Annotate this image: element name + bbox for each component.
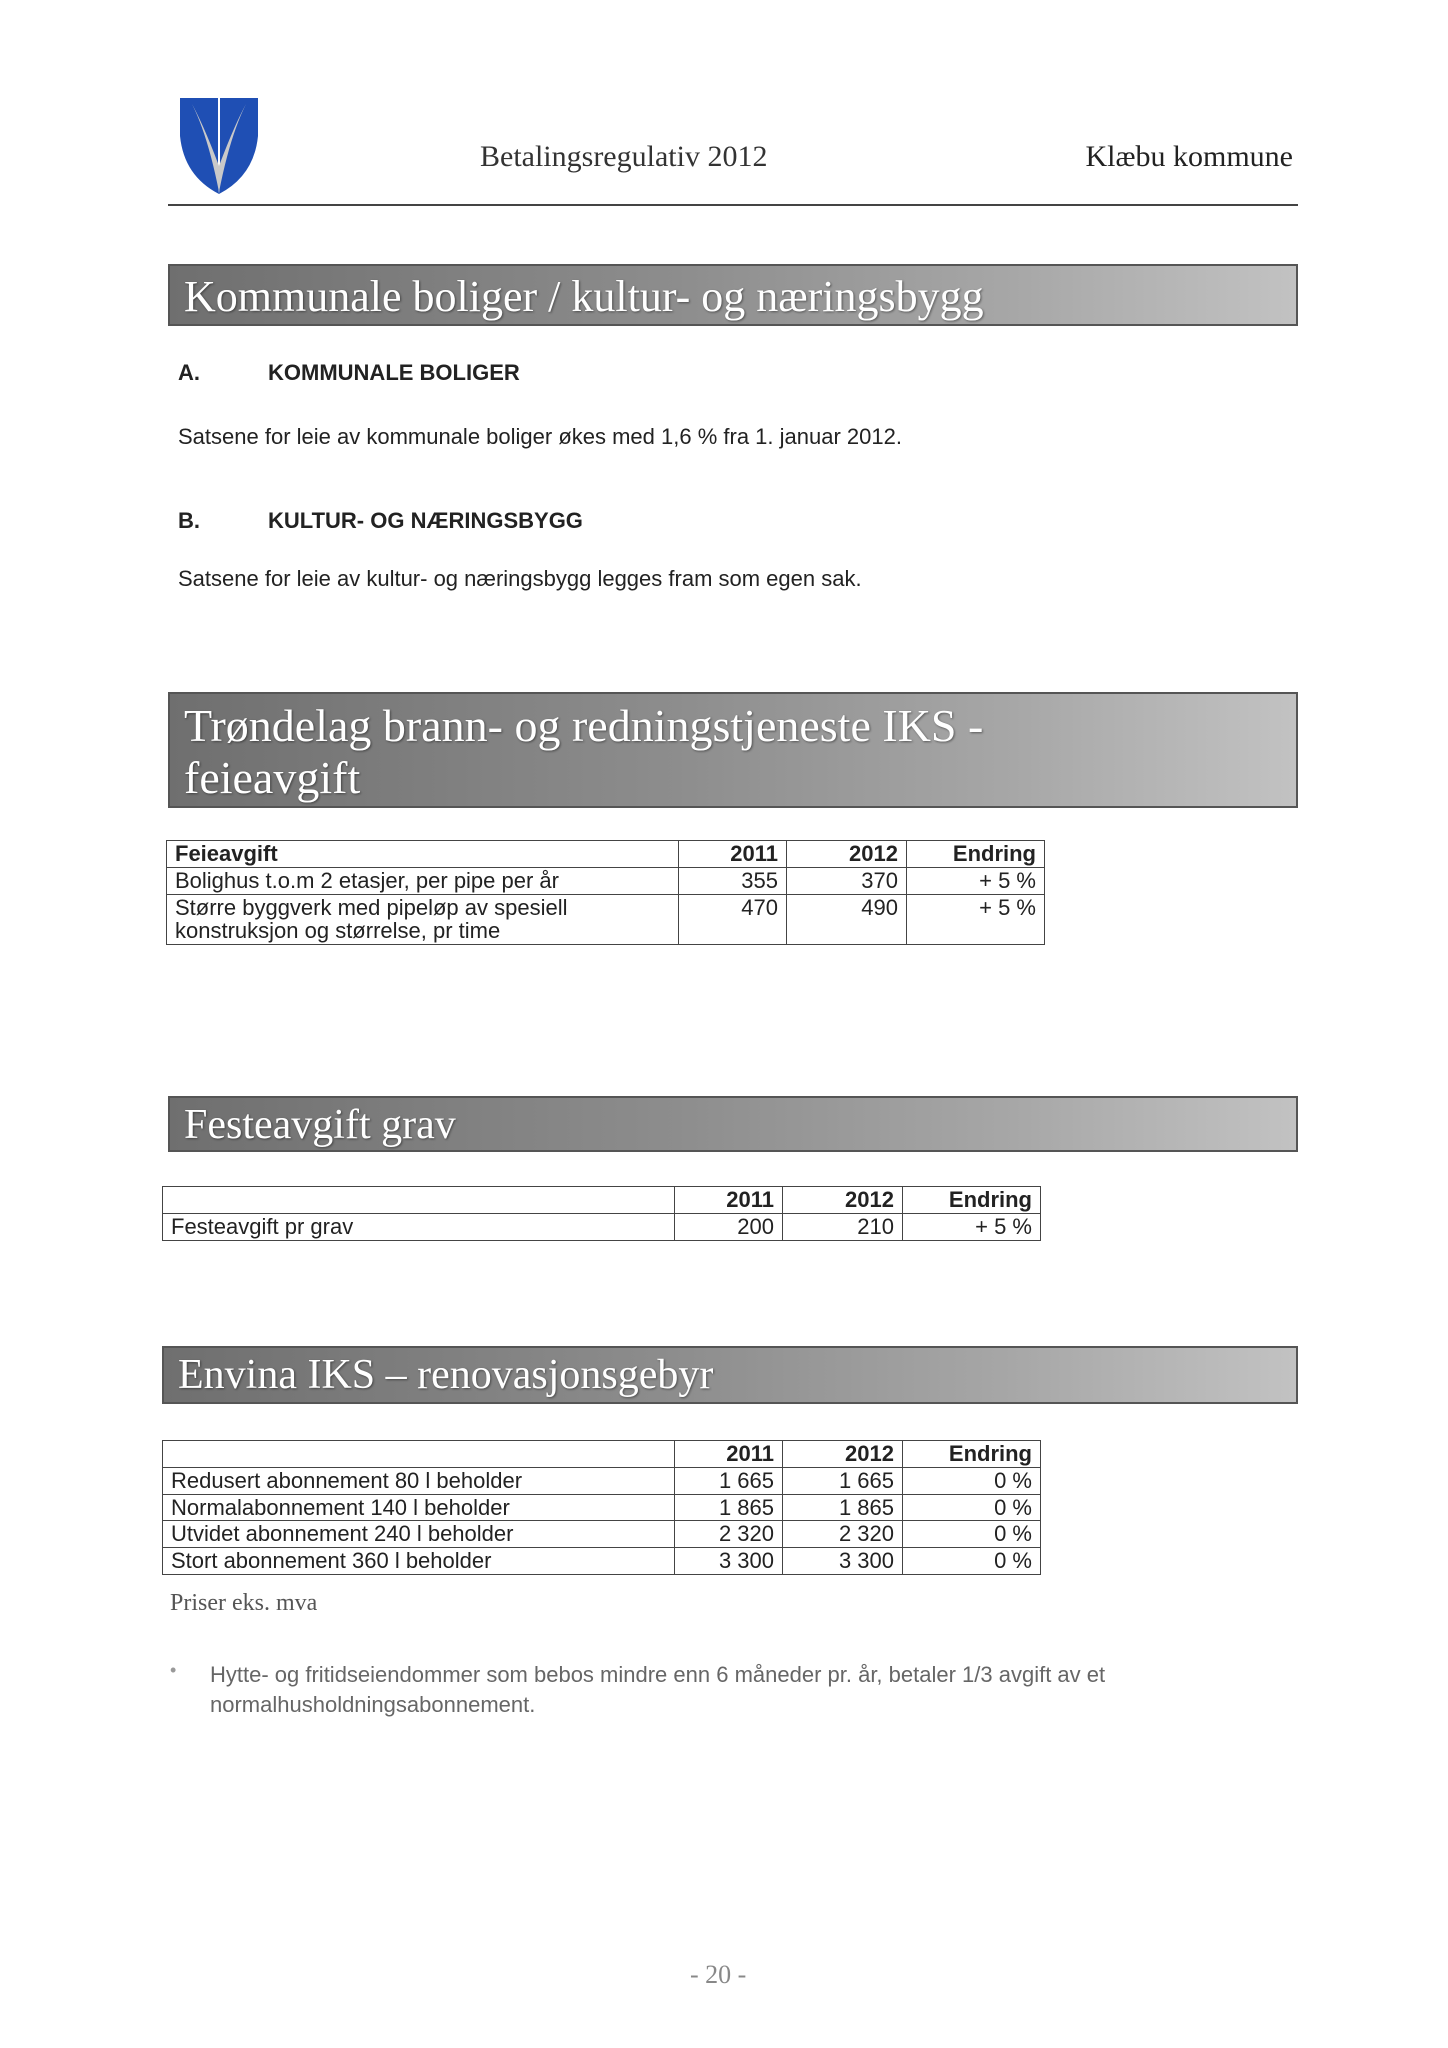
header-cell: 2011 bbox=[679, 841, 787, 868]
section-banner-feieavgift bbox=[168, 692, 1298, 808]
value-2012: 490 bbox=[787, 894, 907, 945]
value-2012: 370 bbox=[787, 867, 907, 894]
header-cell: Endring bbox=[903, 1187, 1041, 1214]
value-2011: 355 bbox=[679, 867, 787, 894]
table-row bbox=[167, 867, 1045, 894]
header-cell bbox=[163, 1441, 675, 1468]
value-change: + 5 % bbox=[907, 867, 1045, 894]
table-row bbox=[163, 1467, 1041, 1494]
renovasjon-table bbox=[162, 1440, 1041, 1575]
row-label: Normalabonnement 140 l beholder bbox=[163, 1494, 675, 1521]
row-label: Stort abonnement 360 l beholder bbox=[163, 1548, 675, 1575]
section-banner-boliger bbox=[168, 264, 1298, 326]
header-cell: Endring bbox=[907, 841, 1045, 868]
section-banner-envina bbox=[162, 1346, 1298, 1404]
row-label: Redusert abonnement 80 l beholder bbox=[163, 1467, 675, 1494]
festeavgift-table bbox=[162, 1186, 1041, 1241]
banner-text-line2: feieavgift bbox=[184, 751, 361, 803]
footnote-cabins: Hytte- og fritidseiendommer som bebos mindre enn 6 måneder pr. år, betaler 1/3 avgift av et normalhusholdningsabonnement. bbox=[210, 1662, 1106, 1717]
header-cell: 2011 bbox=[675, 1187, 783, 1214]
table-header-row bbox=[163, 1187, 1041, 1214]
table-row bbox=[163, 1213, 1041, 1240]
document-title: Betalingsregulativ 2012 bbox=[480, 140, 768, 173]
header-cell: Endring bbox=[903, 1441, 1041, 1468]
table-row bbox=[163, 1494, 1041, 1521]
value-2011: 470 bbox=[679, 894, 787, 945]
coat-of-arms-icon bbox=[178, 96, 260, 196]
subheading-letter: A. bbox=[178, 360, 200, 385]
table-row bbox=[167, 894, 1045, 945]
value-2011: 1 665 bbox=[675, 1467, 783, 1494]
header-cell bbox=[163, 1187, 675, 1214]
value-2011: 3 300 bbox=[675, 1548, 783, 1575]
paragraph-naeringsbygg: Satsene for leie av kultur- og næringsbygg legges fram som egen sak. bbox=[178, 566, 862, 591]
row-label: Festeavgift pr grav bbox=[163, 1213, 675, 1240]
value-2012: 2 320 bbox=[783, 1521, 903, 1548]
banner-text-line1: Trøndelag brann- og redningstjeneste IKS - bbox=[184, 700, 984, 751]
banner-text: Festeavgift grav bbox=[184, 1102, 456, 1148]
prices-excl-vat-note: Priser eks. mva bbox=[170, 1590, 318, 1616]
banner-text: Envina IKS – renovasjonsgebyr bbox=[178, 1352, 714, 1398]
bullet-icon: • bbox=[170, 1660, 177, 1680]
row-label: Utvidet abonnement 240 l beholder bbox=[163, 1521, 675, 1548]
subheading-a bbox=[178, 360, 520, 386]
subheading-title: KOMMUNALE BOLIGER bbox=[268, 360, 520, 385]
table-header-row bbox=[163, 1441, 1041, 1468]
subheading-title: KULTUR- OG NÆRINGSBYGG bbox=[268, 508, 583, 533]
organization-name: Klæbu kommune bbox=[1085, 140, 1293, 173]
value-change: 0 % bbox=[903, 1467, 1041, 1494]
header-divider bbox=[168, 204, 1298, 206]
subheading-b bbox=[178, 508, 583, 534]
value-2012: 1 665 bbox=[783, 1467, 903, 1494]
value-2012: 3 300 bbox=[783, 1548, 903, 1575]
value-change: 0 % bbox=[903, 1521, 1041, 1548]
value-2011: 200 bbox=[675, 1213, 783, 1240]
value-2011: 2 320 bbox=[675, 1521, 783, 1548]
feieavgift-table bbox=[166, 840, 1045, 945]
header-cell: 2012 bbox=[783, 1441, 903, 1468]
value-change: + 5 % bbox=[903, 1213, 1041, 1240]
table-row bbox=[163, 1521, 1041, 1548]
header-cell: Feieavgift bbox=[167, 841, 679, 868]
table-header-row bbox=[167, 841, 1045, 868]
row-label: Bolighus t.o.m 2 etasjer, per pipe per år bbox=[167, 867, 679, 894]
value-change: 0 % bbox=[903, 1548, 1041, 1575]
section-banner-festeavgift bbox=[168, 1096, 1298, 1152]
subheading-letter: B. bbox=[178, 508, 200, 533]
value-change: + 5 % bbox=[907, 894, 1045, 945]
row-label: Større byggverk med pipeløp av spesiell konstruksjon og størrelse, pr time bbox=[167, 894, 679, 945]
value-2011: 1 865 bbox=[675, 1494, 783, 1521]
value-2012: 210 bbox=[783, 1213, 903, 1240]
header-cell: 2011 bbox=[675, 1441, 783, 1468]
table-row bbox=[163, 1548, 1041, 1575]
page-number: - 20 - bbox=[690, 1960, 747, 1989]
value-change: 0 % bbox=[903, 1494, 1041, 1521]
value-2012: 1 865 bbox=[783, 1494, 903, 1521]
banner-text: Kommunale boliger / kultur- og næringsbygg bbox=[184, 272, 984, 321]
header-cell: 2012 bbox=[787, 841, 907, 868]
header-cell: 2012 bbox=[783, 1187, 903, 1214]
paragraph-boliger: Satsene for leie av kommunale boliger økes med 1,6 % fra 1. januar 2012. bbox=[178, 424, 902, 449]
